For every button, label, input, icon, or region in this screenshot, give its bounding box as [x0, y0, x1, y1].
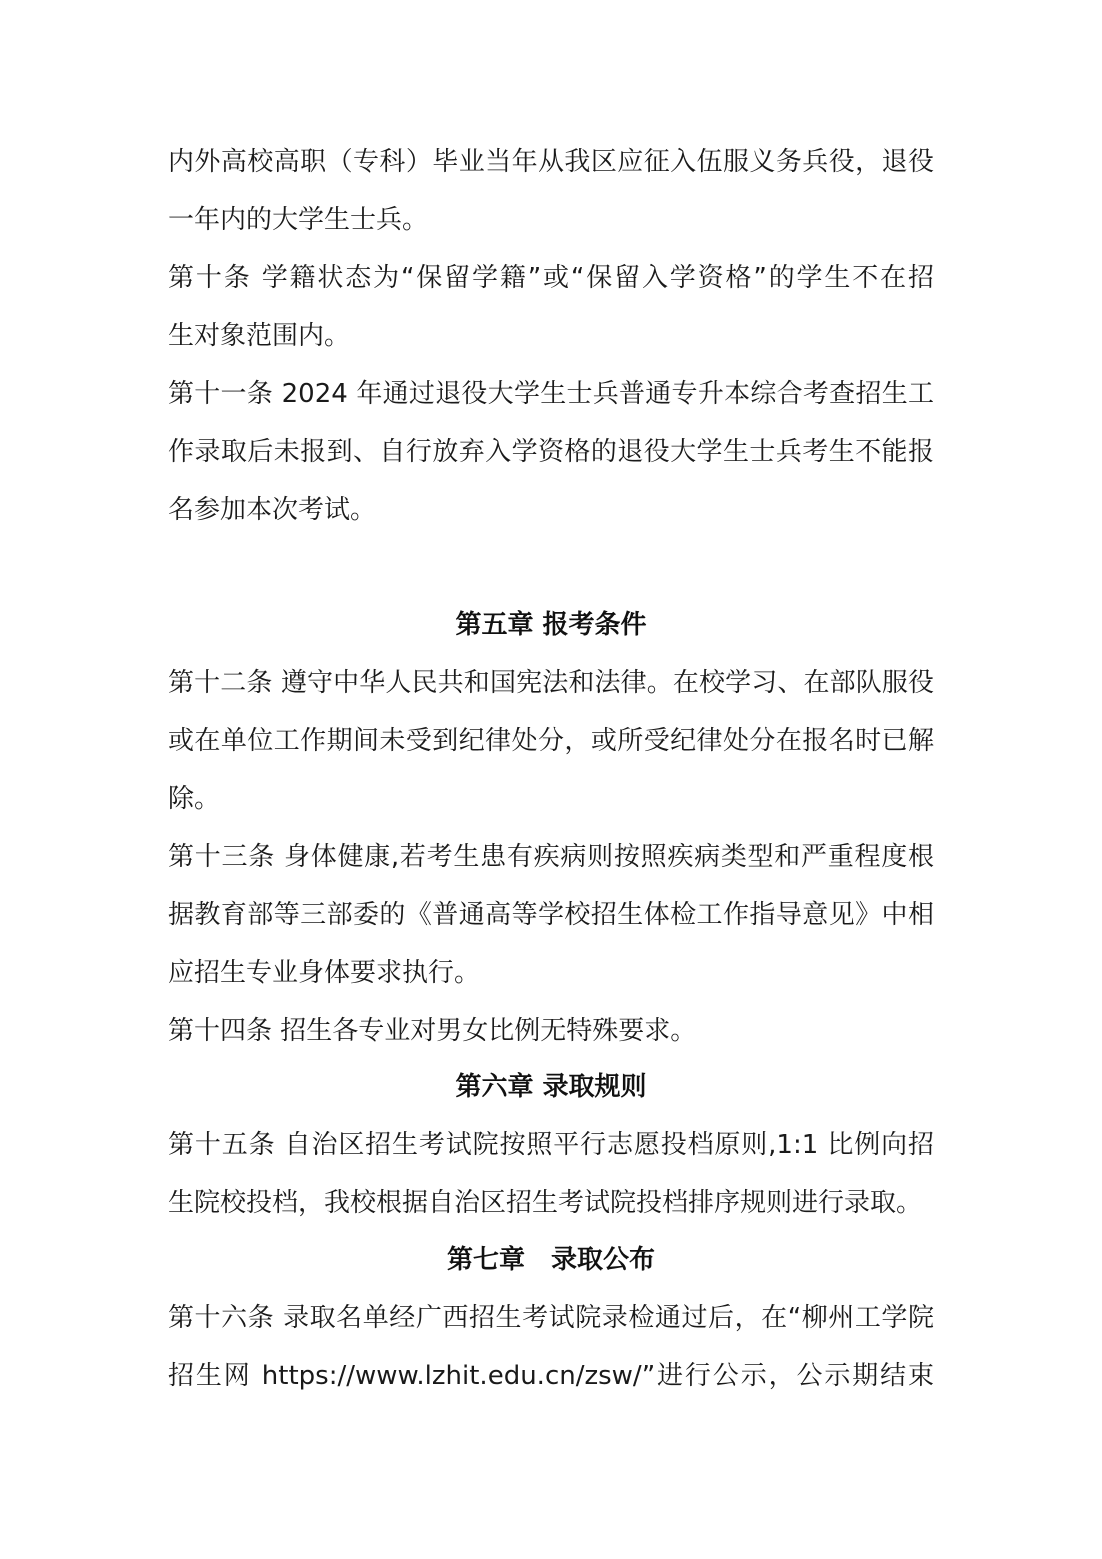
article-14-line: 第十四条 招生各专业对男女比例无特殊要求。 — [168, 1016, 697, 1046]
article-13-line: 应招生专业身体要求执行。 — [168, 958, 481, 988]
article-12-line: 第十二条 遵守中华人民共和国宪法和法律。在校学习、在部队服役 — [168, 668, 934, 698]
article-15-line: 生院校投档，我校根据自治区招生考试院投档排序规则进行录取。 — [168, 1188, 923, 1218]
article-11-line: 名参加本次考试。 — [168, 495, 377, 525]
article-11-line: 第十一条 2024 年通过退役大学生士兵普通专升本综合考查招生工 — [168, 379, 934, 409]
article-10-line: 第十条 学籍状态为“保留学籍”或“保留入学资格”的学生不在招 — [168, 263, 934, 293]
article-11-line: 作录取后未报到、自行放弃入学资格的退役大学生士兵考生不能报 — [168, 437, 934, 467]
text-line: 内外高校高职（专科）毕业当年从我区应征入伍服义务兵役，退役 — [168, 147, 934, 177]
article-12-line: 除。 — [168, 784, 221, 814]
article-13-line: 据教育部等三部委的《普通高等学校招生体检工作指导意见》中相 — [168, 900, 934, 930]
article-16-line: 招生网 https://www.lzhit.edu.cn/zsw/”进行公示，公示期结束 — [168, 1361, 934, 1391]
article-16-line: 第十六条 录取名单经广西招生考试院录检通过后，在“柳州工学院 — [168, 1303, 934, 1333]
chapter-6-heading: 第六章 录取规则 — [455, 1072, 647, 1102]
article-15-line: 第十五条 自治区招生考试院按照平行志愿投档原则,1:1 比例向招 — [168, 1130, 934, 1160]
article-12-line: 或在单位工作期间未受到纪律处分，或所受纪律处分在报名时已解 — [168, 726, 934, 756]
chapter-7-heading: 第七章 录取公布 — [446, 1245, 655, 1275]
article-10-line: 生对象范围内。 — [168, 321, 351, 351]
text-line: 一年内的大学生士兵。 — [168, 205, 429, 235]
chapter-5-heading: 第五章 报考条件 — [455, 610, 647, 640]
article-13-line: 第十三条 身体健康,若考生患有疾病则按照疾病类型和严重程度根 — [168, 842, 934, 872]
